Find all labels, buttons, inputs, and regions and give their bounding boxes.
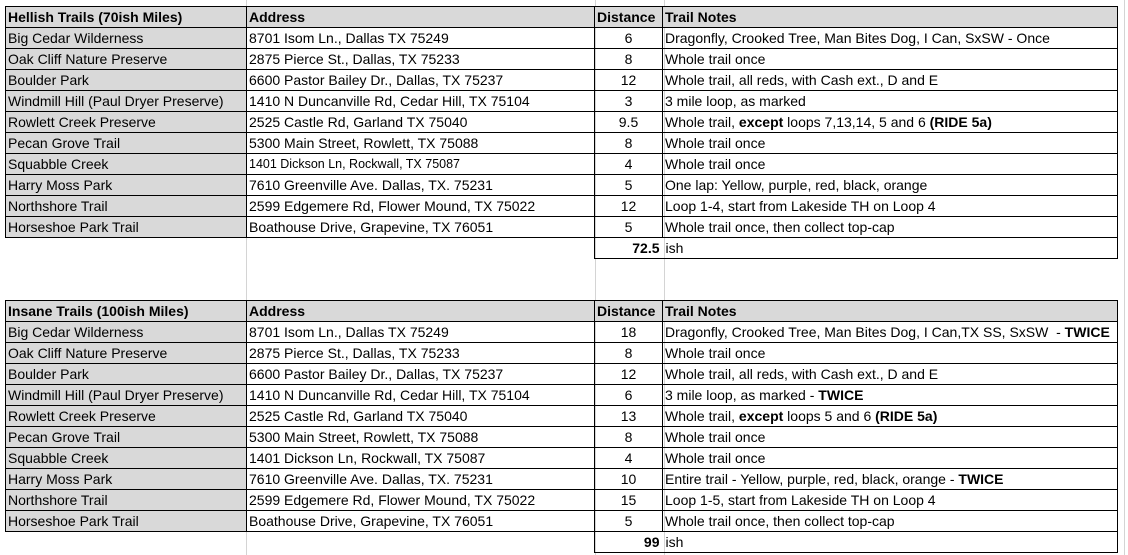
notes-cell[interactable] (663, 175, 1118, 196)
empty-cell (6, 238, 247, 259)
header-distance[interactable]: Distance (595, 301, 663, 322)
address-cell[interactable]: 1410 N Duncanville Rd, Cedar Hill, TX 75104 (247, 385, 595, 406)
notes-text: 3 mile loop, as marked - (665, 387, 819, 403)
distance-cell[interactable]: 5 (595, 217, 663, 238)
trail-name-cell[interactable]: Pecan Grove Trail (6, 427, 247, 448)
empty-cell (247, 532, 595, 553)
notes-text: Loop 1-4, start from Lakeside TH on Loop 4 (665, 198, 936, 214)
notes-text: loops 5 and 6 (783, 408, 876, 424)
trail-name-cell[interactable]: Squabble Creek (6, 154, 247, 175)
notes-cell[interactable] (663, 196, 1118, 217)
notes-cell[interactable] (663, 133, 1118, 154)
insane-trails-table (5, 300, 1118, 553)
distance-cell[interactable]: 8 (595, 133, 663, 154)
address-cell[interactable]: 6600 Pastor Bailey Dr., Dallas, TX 75237 (247, 70, 595, 91)
table-row (6, 28, 1118, 49)
table-row (6, 406, 1118, 427)
distance-cell[interactable]: 3 (595, 91, 663, 112)
trail-name-cell[interactable]: Boulder Park (6, 70, 247, 91)
notes-cell[interactable] (663, 469, 1118, 490)
notes-cell[interactable] (663, 49, 1118, 70)
table-row (6, 448, 1118, 469)
address-cell[interactable]: 6600 Pastor Bailey Dr., Dallas, TX 75237 (247, 364, 595, 385)
address-cell[interactable]: 7610 Greenville Ave. Dallas, TX. 75231 (247, 469, 595, 490)
table-row (6, 343, 1118, 364)
notes-bold: except (738, 408, 784, 424)
trail-name-cell[interactable]: Pecan Grove Trail (6, 133, 247, 154)
trail-name-cell[interactable]: Horseshoe Park Trail (6, 511, 247, 532)
table-row (6, 196, 1118, 217)
table-row (6, 133, 1118, 154)
notes-text: Whole trail, (665, 408, 739, 424)
trail-name-cell[interactable]: Rowlett Creek Preserve (6, 112, 247, 133)
table-row (6, 385, 1118, 406)
notes-text: Whole trail once (665, 345, 766, 361)
address-cell[interactable]: 1410 N Duncanville Rd, Cedar Hill, TX 75104 (247, 91, 595, 112)
address-cell[interactable]: 2599 Edgemere Rd, Flower Mound, TX 75022 (247, 196, 595, 217)
header-address[interactable]: Address (247, 7, 595, 28)
header-name[interactable]: Insane Trails (100ish Miles) (6, 301, 247, 322)
distance-cell[interactable]: 13 (595, 406, 663, 427)
address-cell[interactable]: 8701 Isom Ln., Dallas TX 75249 (247, 28, 595, 49)
notes-cell[interactable] (663, 490, 1118, 511)
notes-text: Whole trail once (665, 51, 766, 67)
trail-name-cell[interactable]: Squabble Creek (6, 448, 247, 469)
header-address[interactable]: Address (247, 301, 595, 322)
address-cell[interactable]: 5300 Main Street, Rowlett, TX 75088 (247, 427, 595, 448)
notes-text: Whole trail once (665, 135, 766, 151)
trail-name-cell[interactable]: Harry Moss Park (6, 175, 247, 196)
distance-cell[interactable]: 12 (595, 196, 663, 217)
trail-name-cell[interactable]: Harry Moss Park (6, 469, 247, 490)
notes-cell[interactable] (663, 112, 1118, 133)
distance-cell[interactable]: 6 (595, 28, 663, 49)
notes-cell[interactable] (663, 343, 1118, 364)
notes-text: Whole trail, all reds, with Cash ext., D and E (665, 72, 939, 88)
table-row (6, 217, 1118, 238)
notes-text: Whole trail once (665, 156, 766, 172)
table-row (6, 91, 1118, 112)
notes-text: Dragonfly, Crooked Tree, Man Bites Dog, I Can,TX SS, SxSW - (665, 324, 1065, 340)
distance-cell[interactable]: 18 (595, 322, 663, 343)
table-row (6, 70, 1118, 91)
address-cell[interactable]: 2875 Pierce St., Dallas, TX 75233 (247, 343, 595, 364)
address-cell[interactable]: 1401 Dickson Ln, Rockwall, TX 75087 (247, 448, 595, 469)
notes-cell[interactable] (663, 217, 1118, 238)
notes-bold: except (738, 114, 784, 130)
total-unit[interactable]: ish (663, 532, 1118, 553)
address-cell[interactable]: 2525 Castle Rd, Garland TX 75040 (247, 406, 595, 427)
notes-cell[interactable] (663, 364, 1118, 385)
distance-cell[interactable]: 4 (595, 448, 663, 469)
notes-cell[interactable] (663, 154, 1118, 175)
notes-cell[interactable] (663, 511, 1118, 532)
notes-cell[interactable] (663, 385, 1118, 406)
notes-text: Whole trail once (665, 450, 766, 466)
notes-bold: (RIDE 5a) (875, 408, 938, 424)
notes-text: One lap: Yellow, purple, red, black, orange (665, 177, 928, 193)
notes-text: Whole trail, all reds, with Cash ext., D and E (665, 366, 939, 382)
distance-cell[interactable]: 5 (595, 511, 663, 532)
notes-text: Dragonfly, Crooked Tree, Man Bites Dog, I Can, SxSW - Once (665, 30, 1050, 46)
notes-cell[interactable] (663, 91, 1118, 112)
table-row (6, 511, 1118, 532)
notes-text: Whole trail once, then collect top-cap (665, 219, 895, 235)
table-row (6, 154, 1118, 175)
address-cell[interactable]: Boathouse Drive, Grapevine, TX 76051 (247, 511, 595, 532)
notes-bold: (RIDE 5a) (929, 114, 992, 130)
notes-cell[interactable] (663, 448, 1118, 469)
total-row (6, 238, 1118, 259)
address-cell[interactable]: Boathouse Drive, Grapevine, TX 76051 (247, 217, 595, 238)
header-row (6, 301, 1118, 322)
notes-text: Whole trail once, then collect top-cap (665, 513, 895, 529)
notes-cell[interactable] (663, 70, 1118, 91)
trail-name-cell[interactable]: Big Cedar Wilderness (6, 28, 247, 49)
notes-text: Whole trail once (665, 429, 766, 445)
address-cell[interactable]: 1401 Dickson Ln, Rockwall, TX 75087 (247, 154, 595, 175)
gridline (1124, 0, 1125, 555)
distance-cell[interactable]: 15 (595, 490, 663, 511)
notes-cell[interactable] (663, 406, 1118, 427)
table-row (6, 364, 1118, 385)
distance-cell[interactable]: 5 (595, 175, 663, 196)
trail-name-cell[interactable]: Big Cedar Wilderness (6, 322, 247, 343)
distance-cell[interactable]: 6 (595, 385, 663, 406)
notes-text: loops 7,13,14, 5 and 6 (783, 114, 930, 130)
table-row (6, 175, 1118, 196)
distance-cell[interactable]: 9.5 (595, 112, 663, 133)
trail-name-cell[interactable]: Boulder Park (6, 364, 247, 385)
notes-bold: TWICE (958, 471, 1004, 487)
distance-cell[interactable]: 8 (595, 427, 663, 448)
header-notes[interactable]: Trail Notes (663, 301, 1118, 322)
trail-name-cell[interactable]: Windmill Hill (Paul Dryer Preserve) (6, 385, 247, 406)
table-row (6, 112, 1118, 133)
trail-name-cell[interactable]: Rowlett Creek Preserve (6, 406, 247, 427)
header-distance[interactable]: Distance (595, 7, 663, 28)
distance-cell[interactable]: 12 (595, 364, 663, 385)
distance-cell[interactable]: 4 (595, 154, 663, 175)
total-row (6, 532, 1118, 553)
empty-cell (6, 532, 247, 553)
trail-name-cell[interactable]: Horseshoe Park Trail (6, 217, 247, 238)
trail-name-cell[interactable]: Oak Cliff Nature Preserve (6, 49, 247, 70)
trail-name-cell[interactable]: Northshore Trail (6, 490, 247, 511)
distance-cell[interactable]: 8 (595, 343, 663, 364)
address-cell[interactable]: 8701 Isom Ln., Dallas TX 75249 (247, 322, 595, 343)
table-row (6, 427, 1118, 448)
notes-text: Whole trail, (665, 114, 739, 130)
header-row (6, 7, 1118, 28)
table-row (6, 469, 1118, 490)
distance-cell[interactable]: 12 (595, 70, 663, 91)
table-row (6, 49, 1118, 70)
total-unit[interactable]: ish (663, 238, 1118, 259)
notes-cell[interactable] (663, 28, 1118, 49)
table-row (6, 490, 1118, 511)
header-name[interactable]: Hellish Trails (70ish Miles) (6, 7, 247, 28)
total-distance[interactable]: 99 (595, 532, 663, 553)
address-cell[interactable]: 2525 Castle Rd, Garland TX 75040 (247, 112, 595, 133)
notes-cell[interactable] (663, 427, 1118, 448)
notes-cell[interactable] (663, 322, 1118, 343)
address-cell[interactable]: 2599 Edgemere Rd, Flower Mound, TX 75022 (247, 490, 595, 511)
empty-cell (247, 238, 595, 259)
notes-text: Loop 1-5, start from Lakeside TH on Loop 4 (665, 492, 936, 508)
address-cell[interactable]: 5300 Main Street, Rowlett, TX 75088 (247, 133, 595, 154)
trail-name-cell[interactable]: Windmill Hill (Paul Dryer Preserve) (6, 91, 247, 112)
distance-cell[interactable]: 10 (595, 469, 663, 490)
table-row (6, 322, 1118, 343)
notes-bold: TWICE (1064, 324, 1110, 340)
hellish-trails-table (5, 6, 1118, 259)
notes-text: Entire trail - Yellow, purple, red, black, orange - (665, 471, 959, 487)
notes-text: 3 mile loop, as marked (665, 93, 806, 109)
address-cell[interactable]: 7610 Greenville Ave. Dallas, TX. 75231 (247, 175, 595, 196)
address-cell[interactable]: 2875 Pierce St., Dallas, TX 75233 (247, 49, 595, 70)
total-distance[interactable]: 72.5 (595, 238, 663, 259)
trail-name-cell[interactable]: Northshore Trail (6, 196, 247, 217)
distance-cell[interactable]: 8 (595, 49, 663, 70)
trail-name-cell[interactable]: Oak Cliff Nature Preserve (6, 343, 247, 364)
notes-bold: TWICE (818, 387, 864, 403)
header-notes[interactable]: Trail Notes (663, 7, 1118, 28)
